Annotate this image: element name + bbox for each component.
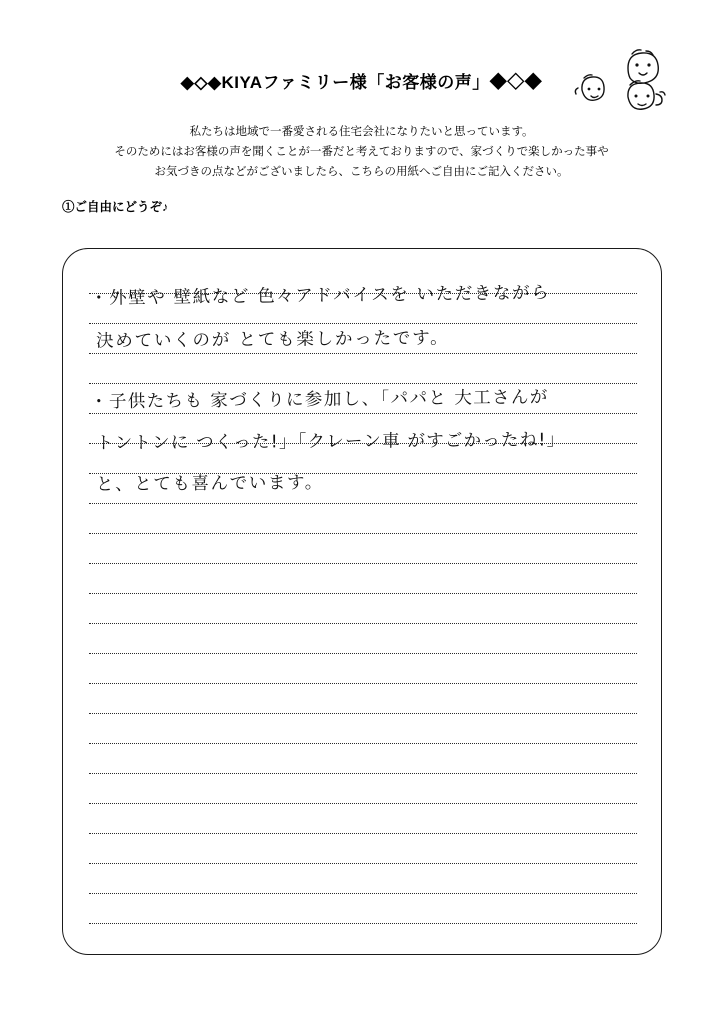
ruled-line: [89, 293, 637, 294]
handwriting-line: トントンに つくった!」「クレーン車 がすごかったね!」: [95, 430, 566, 454]
section-label: ①ご自由にどうぞ♪: [62, 200, 169, 214]
ruled-line: [89, 383, 637, 384]
intro-line-1: 私たちは地域で一番愛される住宅会社になりたいと思っています。: [189, 126, 534, 138]
intro-line-3: お気づきの点などがございましたら、こちらの用紙へご自由にご記入ください。: [154, 166, 569, 178]
ruled-line: [89, 623, 637, 624]
ruled-line: [89, 833, 637, 834]
intro-line-2: そのためにはお客様の声を聞くことが一番だと考えておりますので、家づくりで楽しかった事や: [114, 146, 609, 158]
ruled-line: [89, 473, 637, 474]
ruled-line: [89, 713, 637, 714]
ruled-line: [89, 743, 637, 744]
ruled-line: [89, 503, 637, 504]
ruled-line: [89, 803, 637, 804]
ruled-line: [89, 443, 637, 444]
family-faces-doodle: [570, 48, 680, 120]
ruled-line: [89, 773, 637, 774]
ruled-line: [89, 323, 637, 324]
ruled-writing-area[interactable]: [62, 248, 662, 955]
handwriting-line: ・子供たちも 家づくりに参加し、「パパと 大工さんが: [89, 387, 549, 413]
ruled-line: [89, 653, 637, 654]
ruled-lines: [63, 249, 663, 956]
intro-paragraph: [0, 122, 723, 182]
ruled-line: [89, 863, 637, 864]
ruled-line: [89, 353, 637, 354]
ruled-line: [89, 533, 637, 534]
handwriting-line: と、とても喜んでいます。: [95, 473, 324, 495]
handwriting-line: 決めていくのが とても楽しかったです。: [95, 328, 450, 352]
handwriting-line: ・外壁や 壁紙など 色々アドバイスを いただきながら: [89, 283, 551, 309]
page-title: ◆◇◆KIYAファミリー様「お客様の声」◆◇◆: [180, 73, 543, 92]
ruled-line: [89, 923, 637, 924]
ruled-line: [89, 563, 637, 564]
ruled-line: [89, 893, 637, 894]
ruled-line: [89, 683, 637, 684]
ruled-line: [89, 413, 637, 414]
ruled-line: [89, 593, 637, 594]
